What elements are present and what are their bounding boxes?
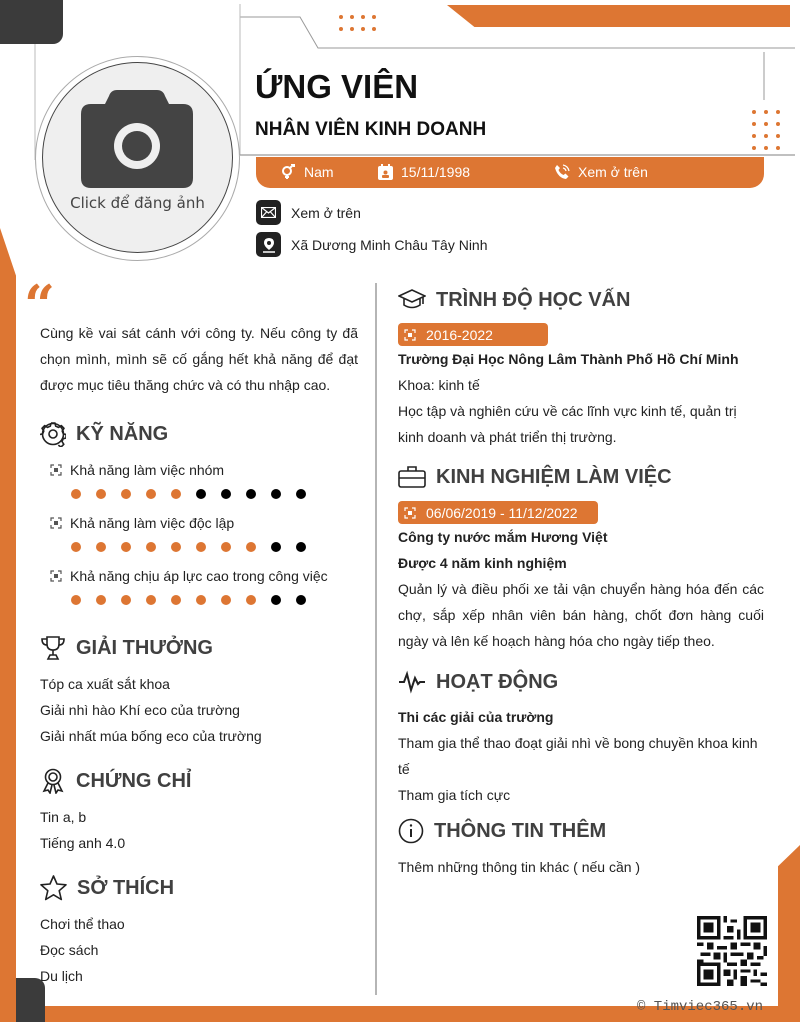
skill-label: Khả năng làm việc nhóm bbox=[70, 462, 225, 478]
gear-icon bbox=[40, 421, 66, 447]
rating-dot-empty bbox=[196, 489, 206, 499]
accent-strip-right bbox=[778, 845, 800, 1022]
rating-dot-empty bbox=[271, 542, 281, 552]
column-divider bbox=[375, 283, 377, 995]
qr-code[interactable] bbox=[697, 916, 767, 986]
section-title-additional bbox=[398, 818, 606, 844]
faculty[interactable]: Khoa: kinh tế bbox=[398, 377, 480, 393]
education-period[interactable] bbox=[398, 323, 548, 346]
footer-credit[interactable]: © Timviec365.vn bbox=[637, 999, 764, 1015]
location-icon bbox=[256, 232, 281, 257]
email-field[interactable] bbox=[256, 200, 361, 225]
focus-bullet-icon bbox=[50, 570, 62, 582]
rating-dot-empty bbox=[246, 489, 256, 499]
skill-label: Khả năng làm việc độc lập bbox=[70, 515, 235, 531]
awards-list bbox=[40, 671, 262, 749]
awards-title: GIẢI THƯỞNG bbox=[76, 636, 213, 659]
section-title-certificates bbox=[40, 768, 191, 794]
award-ribbon-icon bbox=[40, 768, 66, 794]
activities-title: HOẠT ĐỘNG bbox=[436, 670, 559, 693]
rating-dot-filled bbox=[196, 595, 206, 605]
photo-upload-label[interactable]: Click để đăng ảnh bbox=[70, 194, 205, 212]
rating-dot-filled bbox=[196, 542, 206, 552]
additional-title: THÔNG TIN THÊM bbox=[434, 819, 607, 842]
rating-dot-filled bbox=[246, 542, 256, 552]
rating-dot-empty bbox=[296, 489, 306, 499]
gender-field[interactable] bbox=[280, 164, 334, 180]
experience-period-value: 06/06/2019 - 11/12/2022 bbox=[426, 504, 578, 521]
hobbies-list bbox=[40, 911, 125, 989]
rating-dot-empty bbox=[221, 489, 231, 499]
rating-dot-empty bbox=[271, 489, 281, 499]
activity-line[interactable]: Tham gia thể thao đoạt giải nhì về bong chuyền khoa kinh tế bbox=[398, 735, 758, 777]
rating-dot-empty bbox=[296, 542, 306, 552]
rating-dot-filled bbox=[121, 542, 131, 552]
candidate-name[interactable]: ỨNG VIÊN bbox=[255, 68, 419, 105]
rating-dot-filled bbox=[121, 489, 131, 499]
rating-dot-filled bbox=[96, 542, 106, 552]
birthday-value: 15/11/1998 bbox=[401, 164, 471, 180]
skill-item[interactable] bbox=[50, 462, 306, 499]
certificates-list bbox=[40, 804, 125, 856]
rating-dot-empty bbox=[296, 595, 306, 605]
quote-icon: “ bbox=[24, 273, 56, 337]
focus-bullet-icon bbox=[50, 517, 62, 529]
pulse-icon bbox=[398, 670, 426, 694]
rating-dot-filled bbox=[96, 489, 106, 499]
rating-dot-filled bbox=[121, 595, 131, 605]
email-icon bbox=[256, 200, 281, 225]
section-title-awards bbox=[40, 635, 213, 661]
award-item[interactable]: Giải nhì hào Khí eco của trường bbox=[40, 702, 240, 718]
skill-rating bbox=[71, 542, 306, 552]
focus-bullet-icon bbox=[50, 464, 62, 476]
rating-dot-filled bbox=[221, 595, 231, 605]
info-icon bbox=[398, 818, 424, 844]
certificate-item[interactable]: Tin a, b bbox=[40, 809, 87, 825]
accent-strip-left bbox=[0, 228, 16, 1022]
hobby-item[interactable]: Du lịch bbox=[40, 968, 83, 984]
address-value: Xã Dương Minh Châu Tây Ninh bbox=[291, 236, 488, 253]
experience-title: KINH NGHIỆM LÀM VIỆC bbox=[436, 465, 672, 488]
rating-dot-filled bbox=[146, 542, 156, 552]
activity-line[interactable]: Tham gia tích cực bbox=[398, 787, 511, 803]
section-title-hobbies bbox=[40, 875, 174, 901]
briefcase-icon bbox=[398, 465, 426, 489]
trophy-icon bbox=[40, 635, 66, 661]
rating-dot-filled bbox=[71, 595, 81, 605]
skill-item[interactable] bbox=[50, 515, 306, 552]
skill-item[interactable] bbox=[50, 568, 328, 605]
rating-dot-filled bbox=[71, 489, 81, 499]
rating-dot-filled bbox=[96, 595, 106, 605]
gender-icon bbox=[280, 164, 296, 180]
address-field[interactable] bbox=[256, 232, 488, 257]
hobbies-title: SỞ THÍCH bbox=[77, 876, 175, 899]
email-value: Xem ở trên bbox=[291, 204, 361, 221]
activities-details bbox=[398, 704, 764, 808]
rating-dot-filled bbox=[171, 489, 181, 499]
education-title: TRÌNH ĐỘ HỌC VẤN bbox=[436, 288, 631, 311]
hobby-item[interactable]: Chơi thể thao bbox=[40, 916, 125, 932]
skill-label: Khả năng chịu áp lực cao trong công việc bbox=[70, 568, 328, 584]
rating-dot-filled bbox=[146, 489, 156, 499]
section-title-skills bbox=[40, 421, 168, 447]
focus-bullet-icon bbox=[404, 329, 416, 341]
rating-dot-filled bbox=[221, 542, 231, 552]
focus-bullet-icon bbox=[404, 507, 416, 519]
experience-description[interactable]: Quản lý và điều phối xe tải vận chuyển hàng hóa đến các chợ, sắp xếp nhân viên bán hàng, chốt đơn hàng cuối ngày và lên kế hoạch hàng hóa cho ngày tiếp theo. bbox=[398, 581, 764, 649]
experience-details bbox=[398, 524, 764, 654]
certificates-title: CHỨNG CHỈ bbox=[76, 769, 192, 792]
activity-name[interactable]: Thi các giải của trường bbox=[398, 709, 554, 725]
rating-dot-empty bbox=[271, 595, 281, 605]
calendar-icon bbox=[378, 164, 393, 180]
phone-field[interactable] bbox=[554, 164, 648, 180]
job-title[interactable]: NHÂN VIÊN KINH DOANH bbox=[255, 119, 487, 140]
company-name[interactable]: Công ty nước mắm Hương Việt bbox=[398, 529, 608, 545]
skill-rating bbox=[71, 595, 328, 605]
hobby-item[interactable]: Đọc sách bbox=[40, 942, 99, 958]
section-title-education bbox=[398, 288, 630, 312]
experience-period[interactable] bbox=[398, 501, 598, 524]
award-item[interactable]: Tóp ca xuất sắt khoa bbox=[40, 676, 170, 692]
birthday-field[interactable] bbox=[378, 164, 470, 180]
career-objective[interactable]: Cùng kề vai sát cánh với công ty. Nếu công ty đã chọn mình, mình sẽ cố gắng hết khả năng để đạt được mục tiêu thăng chức và có thu nhập cao. bbox=[40, 325, 358, 393]
school-name[interactable]: Trường Đại Học Nông Lâm Thành Phố Hồ Chí Minh bbox=[398, 351, 739, 367]
education-details bbox=[398, 346, 764, 450]
skills-title: KỸ NĂNG bbox=[76, 422, 169, 445]
skill-rating bbox=[71, 489, 306, 499]
rating-dot-filled bbox=[71, 542, 81, 552]
star-icon bbox=[40, 875, 67, 901]
rating-dot-filled bbox=[171, 595, 181, 605]
phone-value: Xem ở trên bbox=[578, 164, 648, 180]
education-description[interactable]: Học tập và nghiên cứu về các lĩnh vực kinh tế, quản trị kinh doanh và phát triển thị trường. bbox=[398, 403, 737, 445]
additional-info[interactable]: Thêm những thông tin khác ( nếu cần ) bbox=[398, 859, 641, 875]
certificate-item[interactable]: Tiếng anh 4.0 bbox=[40, 835, 126, 851]
award-item[interactable]: Giải nhất múa bống eco của trường bbox=[40, 728, 262, 744]
rating-dot-filled bbox=[171, 542, 181, 552]
gender-value: Nam bbox=[304, 164, 334, 180]
section-title-activities bbox=[398, 670, 558, 694]
graduation-cap-icon bbox=[398, 288, 426, 312]
personal-info-bar bbox=[256, 157, 764, 188]
section-title-experience bbox=[398, 465, 672, 489]
camera-icon[interactable] bbox=[81, 90, 193, 188]
rating-dot-filled bbox=[146, 595, 156, 605]
education-period-value: 2016-2022 bbox=[426, 326, 493, 343]
position[interactable]: Được 4 năm kinh nghiệm bbox=[398, 555, 567, 571]
rating-dot-filled bbox=[246, 595, 256, 605]
phone-icon bbox=[554, 164, 570, 180]
